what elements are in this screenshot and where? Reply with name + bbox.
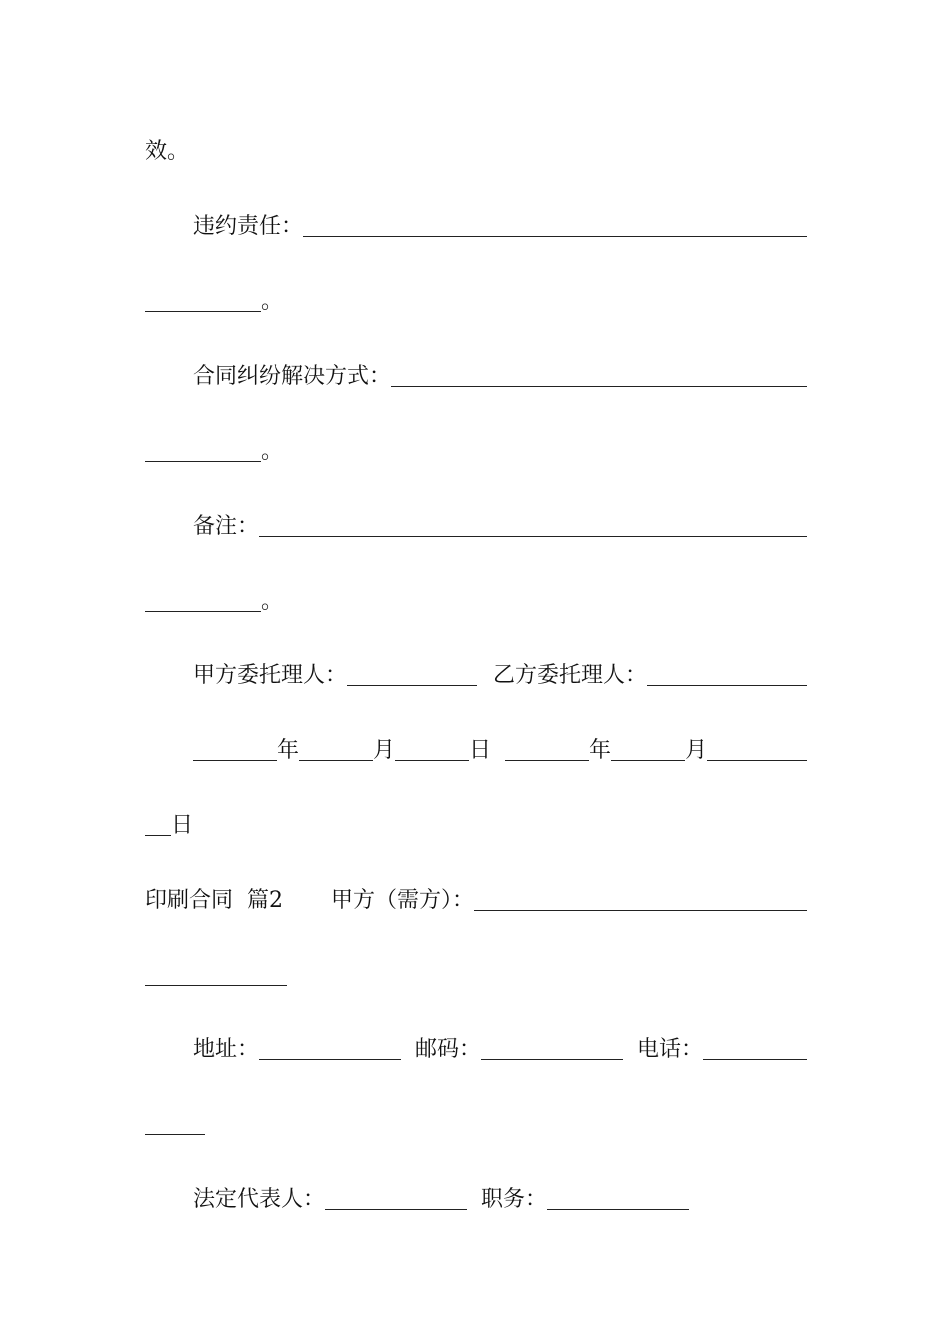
text-line-continuation xyxy=(145,137,807,167)
month-label: 月 xyxy=(373,738,396,763)
dispute-resolution-line xyxy=(145,362,807,392)
party-b-day-blank[interactable] xyxy=(707,759,807,761)
period: 。 xyxy=(261,589,284,614)
party-a-demander-line-end xyxy=(145,961,807,991)
party-a-day-blank[interactable] xyxy=(395,759,469,761)
dates-line xyxy=(145,736,807,766)
position-blank[interactable] xyxy=(547,1208,689,1210)
day-label: 日 xyxy=(171,813,194,838)
legal-representative-label: 法定代表人： xyxy=(193,1187,326,1212)
contract-2-header-line xyxy=(145,886,807,916)
party-a-agent-label: 甲方委托理人： xyxy=(193,663,348,688)
remarks-blank[interactable] xyxy=(259,535,807,537)
breach-liability-blank-cont[interactable] xyxy=(145,310,261,312)
breach-liability-line xyxy=(145,212,807,242)
dispute-resolution-blank-cont[interactable] xyxy=(145,460,261,462)
party-b-day-blank-cont[interactable] xyxy=(145,834,171,836)
dispute-resolution-label: 合同纠纷解决方式： xyxy=(193,364,392,389)
party-b-year-blank[interactable] xyxy=(505,759,589,761)
section-number: 篇2 xyxy=(247,888,284,913)
remarks-line-end xyxy=(145,587,807,617)
remarks-blank-cont[interactable] xyxy=(145,610,261,612)
breach-liability-label: 违约责任： xyxy=(193,214,304,239)
party-a-demander-label: 甲方（需方）： xyxy=(331,888,475,913)
party-a-agent-blank[interactable] xyxy=(347,684,477,686)
breach-liability-line-end xyxy=(145,287,807,317)
party-a-year-blank[interactable] xyxy=(193,759,277,761)
continuation-text: 效。 xyxy=(145,139,190,164)
legal-representative-blank[interactable] xyxy=(325,1208,467,1210)
agents-line xyxy=(145,661,807,691)
contact-line xyxy=(145,1035,807,1065)
dispute-resolution-line-end xyxy=(145,437,807,467)
breach-liability-blank[interactable] xyxy=(303,235,807,237)
dispute-resolution-blank[interactable] xyxy=(391,385,807,387)
party-b-agent-blank[interactable] xyxy=(647,684,807,686)
period: 。 xyxy=(261,289,284,314)
contract-title: 印刷合同 xyxy=(145,888,234,913)
year-label: 年 xyxy=(277,738,300,763)
party-a-month-blank[interactable] xyxy=(299,759,373,761)
phone-blank[interactable] xyxy=(703,1058,807,1060)
party-b-agent-label: 乙方委托理人： xyxy=(493,663,648,688)
party-a-demander-blank-cont[interactable] xyxy=(145,984,287,986)
dates-line-end xyxy=(145,811,807,841)
representative-line xyxy=(145,1185,807,1215)
zip-label: 邮码： xyxy=(415,1037,482,1062)
year-label: 年 xyxy=(589,738,612,763)
period: 。 xyxy=(261,439,284,464)
remarks-line xyxy=(145,512,807,542)
phone-label: 电话： xyxy=(637,1037,704,1062)
address-blank[interactable] xyxy=(259,1058,401,1060)
party-a-demander-blank[interactable] xyxy=(474,909,807,911)
address-label: 地址： xyxy=(193,1037,260,1062)
contact-line-end xyxy=(145,1110,807,1140)
phone-blank-cont[interactable] xyxy=(145,1133,205,1135)
month-label: 月 xyxy=(685,738,708,763)
party-b-month-blank[interactable] xyxy=(611,759,685,761)
zip-blank[interactable] xyxy=(481,1058,623,1060)
day-label: 日 xyxy=(469,738,492,763)
remarks-label: 备注： xyxy=(193,514,260,539)
position-label: 职务： xyxy=(481,1187,548,1212)
